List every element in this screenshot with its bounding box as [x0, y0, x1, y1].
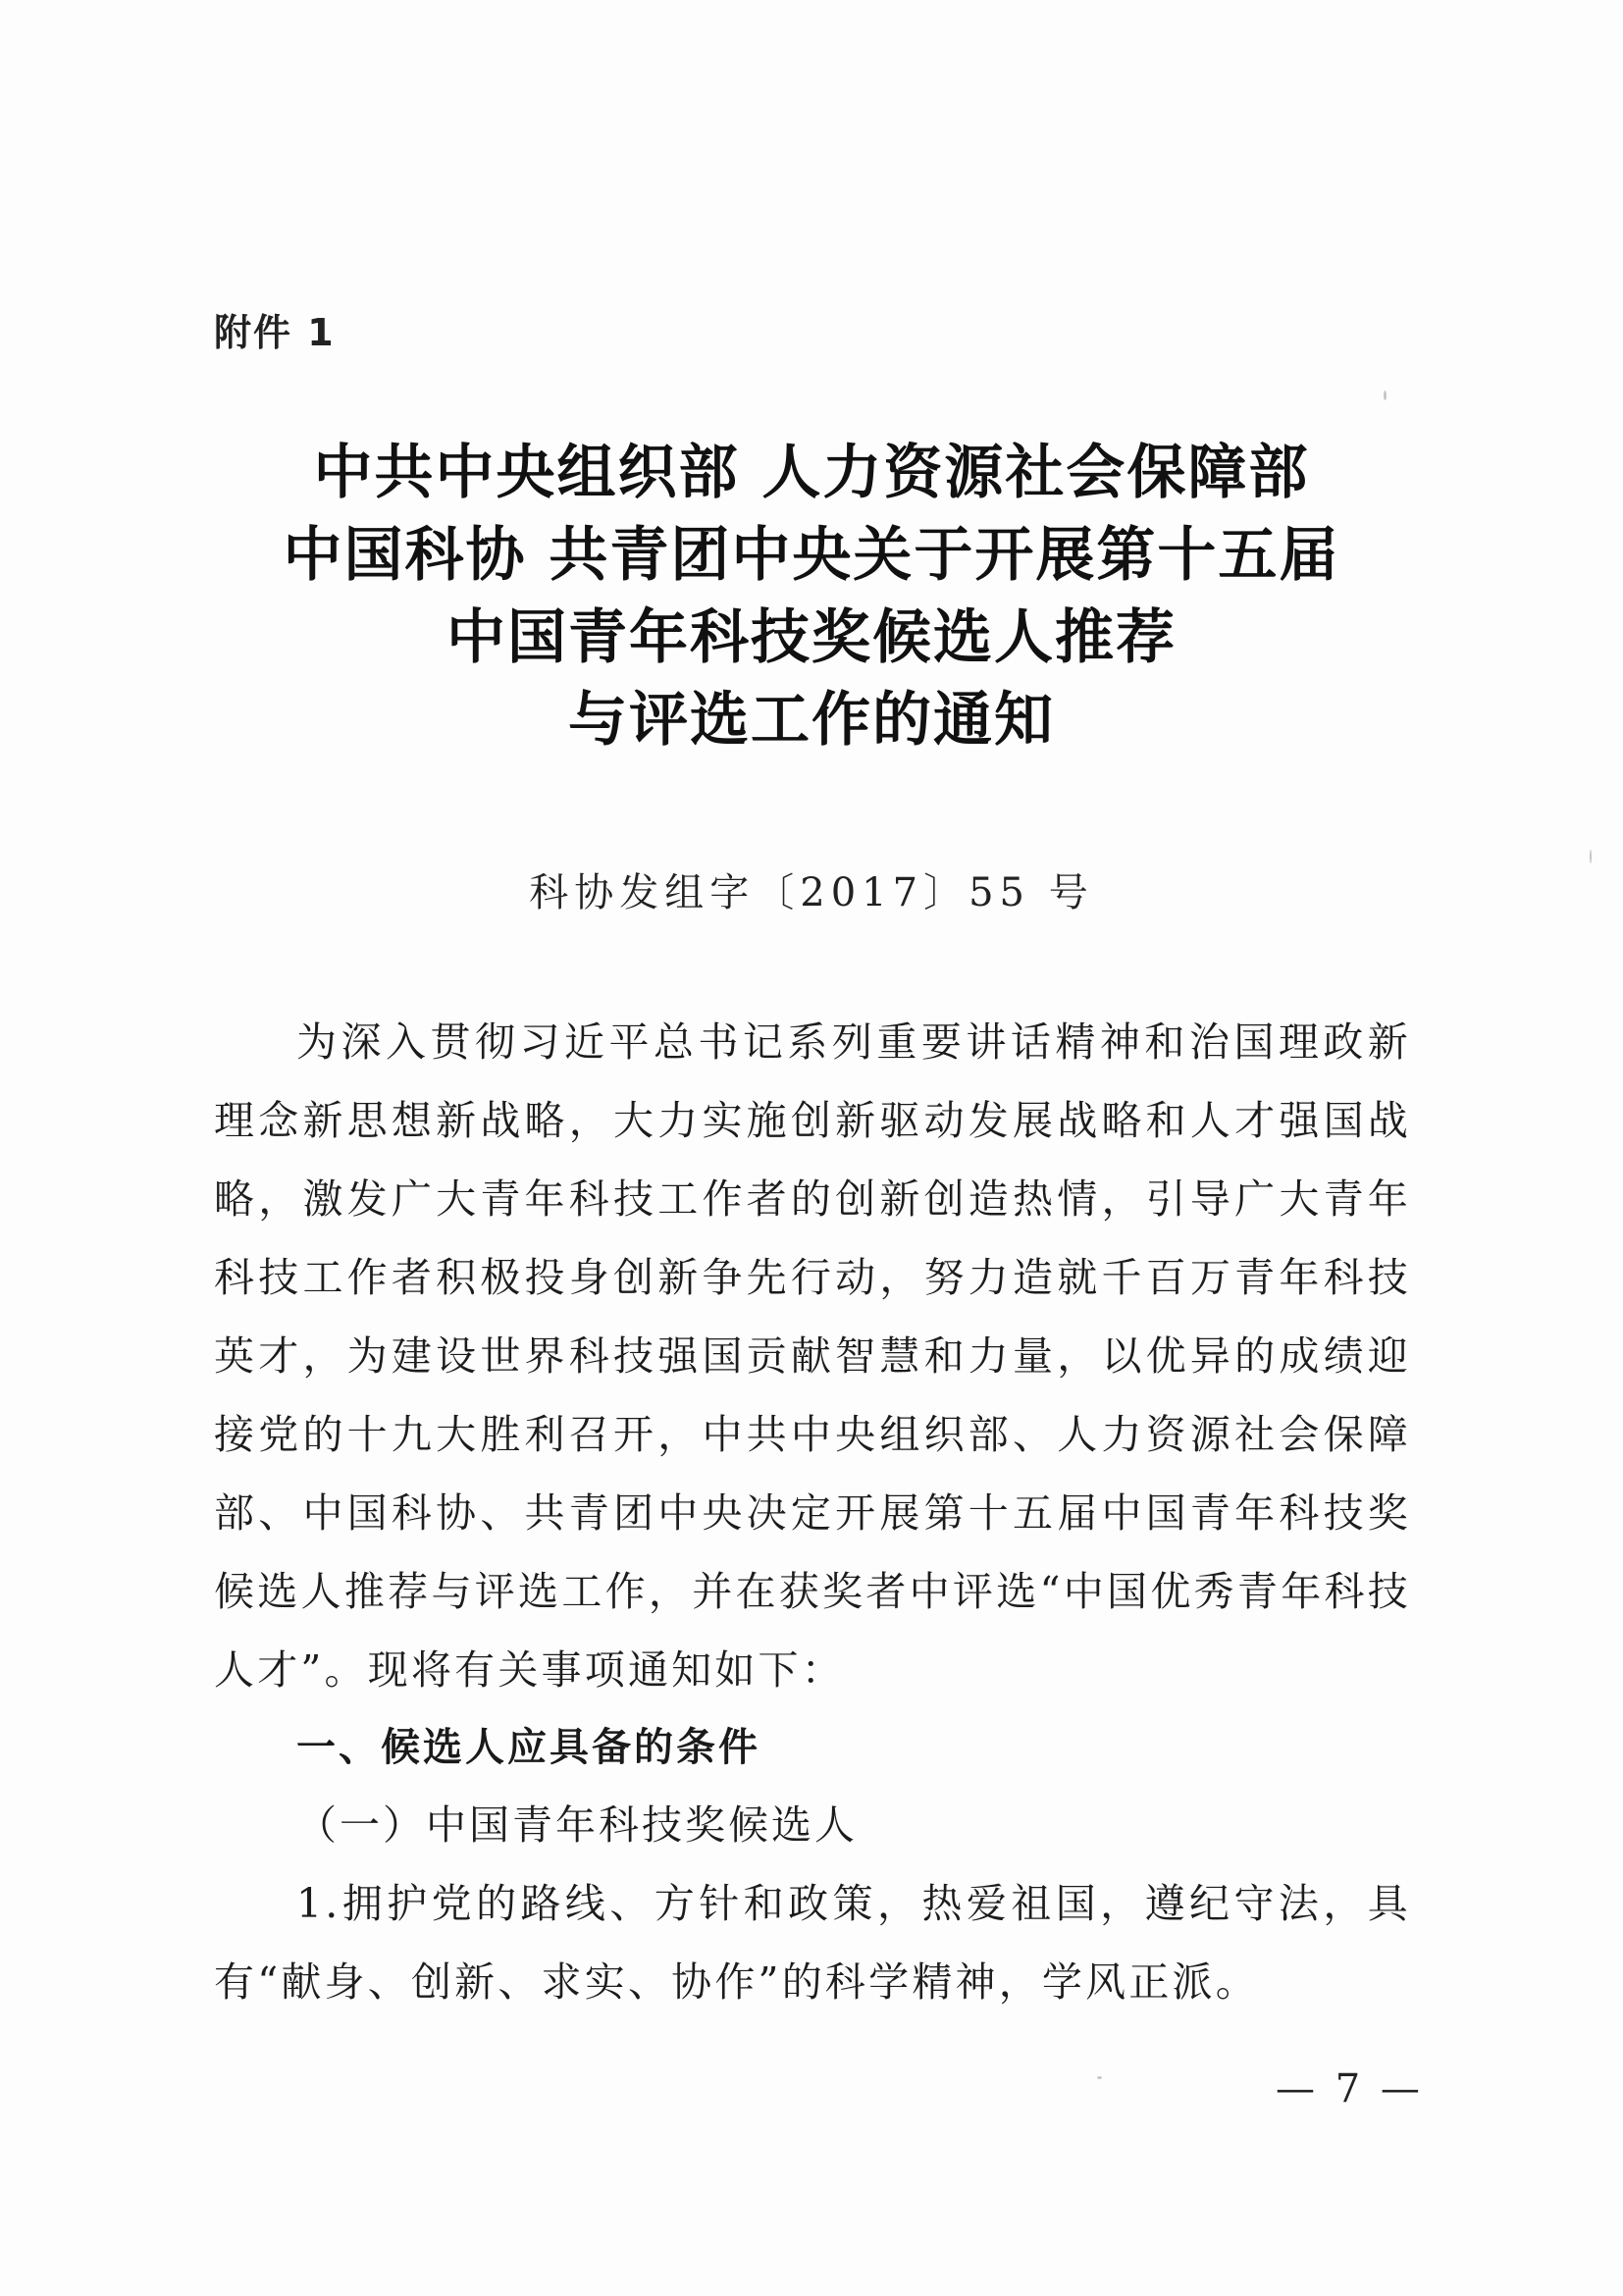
attachment-label: 附件 1: [214, 311, 336, 354]
title-line-2: 中国科协 共青团中央关于开展第十五届: [283, 521, 1340, 590]
document-number: 科协发组字〔2017〕55 号: [529, 870, 1094, 915]
intro-paragraph: 为深入贯彻习近平总书记系列重要讲话精神和治国理政新理念新思想新战略，大力实施创新驱动发展战略和人才强国战略，激发广大青年科技工作者的创新创造热情，引导广大青年科技工作者积极投身创新争先行动，努力造就千百万青年科技英才，为建设世界科技强国贡献智慧和力量，以优异的成绩迎接党的十九大胜利召开，中共中央组织部、人力资源社会保障部、中国科协、共青团中央决定开展第十五届中国青年科技奖候选人推荐与评选工作，并在获奖者中评选“中国优秀青年科技人才”。现将有关事项通知如下：: [214, 1018, 1411, 1694]
scan-speck: [1384, 391, 1387, 400]
page-number: — 7 —: [1276, 2066, 1424, 2112]
subsection-heading: （一）中国青年科技奖候选人: [296, 1801, 858, 1849]
title-line-3: 中国青年科技奖候选人推荐: [446, 603, 1177, 672]
title-line-4: 与评选工作的通知: [568, 686, 1055, 755]
section-heading: 一、候选人应具备的条件: [296, 1725, 760, 1770]
title-line-1: 中共中央组织部 人力资源社会保障部: [313, 439, 1310, 507]
list-item: 1.拥护党的路线、方针和政策，热爱祖国，遵纪守法，具有“献身、创新、求实、协作”的科学精神，学风正派。: [214, 1880, 1411, 2006]
document-body: [214, 1003, 1411, 2021]
scan-speck: [1097, 2076, 1102, 2079]
scan-speck: [1590, 850, 1592, 863]
document-title: [0, 432, 1623, 761]
